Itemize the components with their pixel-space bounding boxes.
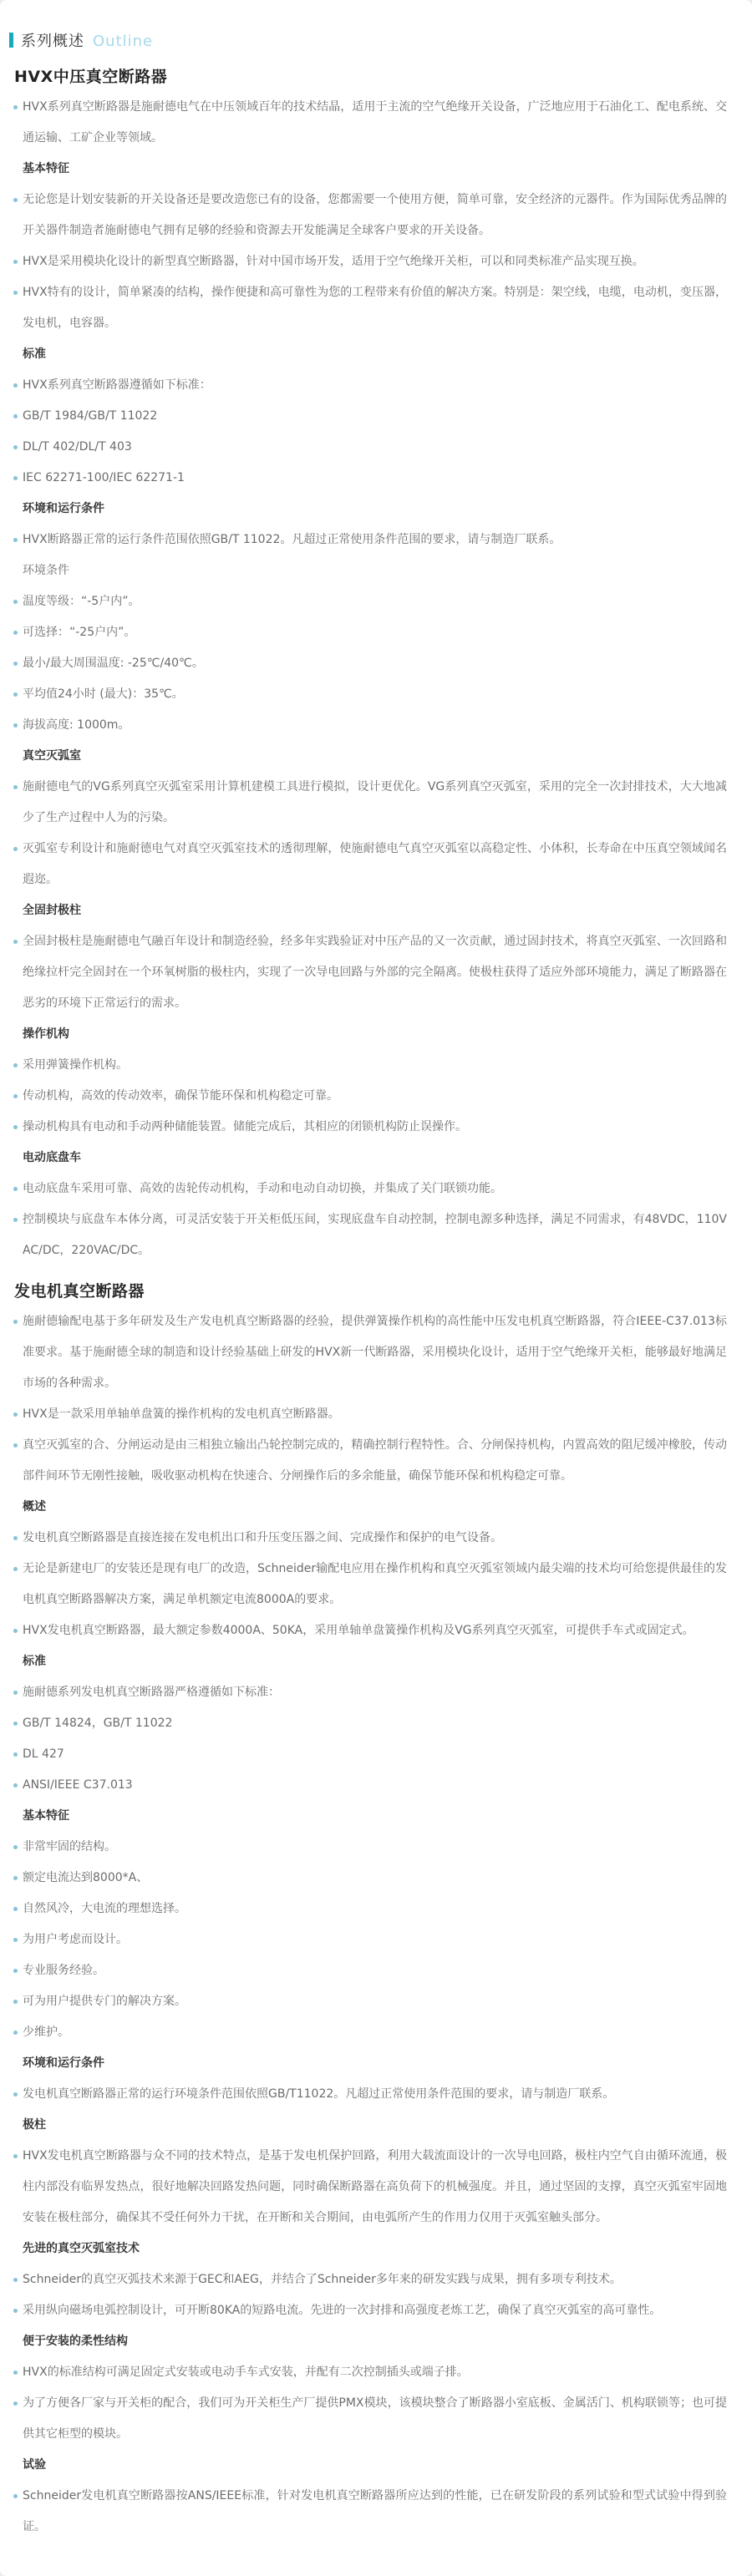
block-text: 采用弹簧操作机构。: [23, 1058, 128, 1072]
bullet-item: [23, 1306, 727, 1399]
block-text: 无论是新建电厂的安装还是现有电厂的改造，Schneider输配电应用在操作机构和真空灭弧室领域内最尖端的技术均可给您提供最佳的发电机真空断路器解决方案，满足单机额定电流8000A的要求。: [23, 1562, 727, 1606]
block-text: IEC 62271-100/IEC 62271-1: [23, 471, 185, 484]
block-text: 为了方便各厂家与开关柜的配合，我们可为开关柜生产厂提供PMX模块，该模块整合了断路器小室底板、金属活门、机构联锁等；也可提供其它柜型的模块。: [23, 2396, 727, 2441]
section-title: HVX中压真空断路器: [14, 68, 168, 86]
block-text: 无论您是计划安装新的开关设备还是要改造您已有的设备，您都需要一个使用方便，简单可靠，安全经济的元器件。作为国际优秀品牌的开关器件制造者施耐德电气拥有足够的经验和资源去开发能满足全球客户要求的开关设备。: [23, 193, 727, 237]
bullet-dot-icon: [13, 1845, 18, 1849]
bullet-dot-icon: [13, 1536, 18, 1540]
bullet-dot-icon: [13, 2154, 18, 2158]
block-text: 基本特征: [23, 162, 69, 175]
bullet-item: [23, 834, 727, 895]
block-text: GB/T 14824，GB/T 11022: [23, 1716, 173, 1730]
bullet-dot-icon: [13, 291, 18, 295]
bullet-dot-icon: [13, 1412, 18, 1417]
block-text: 全固封极柱: [23, 904, 81, 917]
bullet-item: [23, 1050, 727, 1081]
block-text: 控制模块与底盘车本体分离，可灵活安装于开关柜低压间，实现底盘车自动控制，控制电源多种选择，满足不同需求，有48VDC，110V AC/DC，220VAC/DC。: [23, 1213, 727, 1257]
bullet-item: [23, 2481, 727, 2543]
block-text: 先进的真空灭弧室技术: [23, 2242, 140, 2255]
block-text: HVX系列真空断路器是施耐德电气在中压领域百年的技术结晶，适用于主流的空气绝缘开关设备，广泛地应用于石油化工、配电系统、交通运输、工矿企业等领域。: [23, 100, 727, 145]
bullet-item: [23, 1112, 727, 1143]
bullet-dot-icon: [13, 1187, 18, 1191]
series-header: [9, 32, 752, 52]
block-text: 基本特征: [23, 1809, 69, 1823]
bullet-item: [23, 2017, 727, 2048]
sub-heading: [23, 2450, 727, 2481]
bullet-item: [23, 2295, 727, 2326]
bullet-dot-icon: [13, 414, 18, 418]
block-text: Schneider的真空灭弧技术来源于GEC和AEG，并结合了Schneider多年来的研发实践与成果，拥有多项专利技术。: [23, 2273, 622, 2286]
block-text: HVX发电机真空断路器与众不同的技术特点，是基于发电机保护回路，利用大载流面设计的一次导电回路，极柱内空气自由循环流通，极柱内部没有临界发热点，很好地解决回路发热问题，同时确保断路器在高负荷下的机械强度。并且，通过坚固的支撑，真空灭弧室牢固地安装在极柱部分，确保其不受任何外力干扰，在开断和关合期间，由电弧所产生的作用力仅用于灭弧室触头部分。: [23, 2149, 727, 2224]
block-text: ANSI/IEEE C37.013: [23, 1778, 133, 1792]
bullet-item: [23, 1081, 727, 1112]
bullet-dot-icon: [13, 383, 18, 388]
block-text: 采用纵向磁场电弧控制设计，可开断80KA的短路电流。先进的一次封排和高强度老炼工艺，确保了真空灭弧室的高可靠性。: [23, 2304, 662, 2317]
bullet-item: [23, 1739, 727, 1770]
sub-heading: [23, 895, 727, 926]
block-text: HVX是采用模块化设计的新型真空断路器，针对中国市场开发，适用于空气绝缘开关柜，可以和同类标准产品实现互换。: [23, 255, 644, 268]
block-text: 传动机构，高效的传动效率，确保节能环保和机构稳定可靠。: [23, 1089, 338, 1103]
block-text: 操作机构: [23, 1027, 69, 1041]
block-text: 发电机真空断路器是直接连接在发电机出口和升压变压器之间、完成操作和保护的电气设备。: [23, 1531, 502, 1544]
block-text: HVX系列真空断路器遵循如下标准：: [23, 378, 211, 392]
bullet-item: [23, 1523, 727, 1554]
bullet-item: [23, 1955, 727, 1986]
block-text: 非常牢固的结构。: [23, 1840, 116, 1853]
block-text: 操动机构具有电动和手动两种储能装置。储能完成后，其相应的闭锁机构防止误操作。: [23, 1120, 467, 1133]
bullet-dot-icon: [13, 1783, 18, 1787]
bullet-dot-icon: [13, 1938, 18, 1942]
sub-heading: [23, 1143, 727, 1174]
bullet-dot-icon: [13, 2309, 18, 2313]
block-text: 环境和运行条件: [23, 2056, 104, 2070]
bullet-item: [23, 1204, 727, 1266]
bullet-dot-icon: [13, 198, 18, 202]
bullet-item: [23, 185, 727, 246]
bullet-dot-icon: [13, 1722, 18, 1726]
sub-heading: [23, 494, 727, 525]
bullet-item: [23, 586, 727, 617]
block-text: HVX特有的设计，简单紧凑的结构，操作便捷和高可靠性为您的工程带来有价值的解决方案。特别是：架空线，电缆，电动机，变压器，发电机，电容器。: [23, 286, 727, 330]
bullet-dot-icon: [13, 260, 18, 264]
sub-heading: [23, 1646, 727, 1677]
header-accent-bar-icon: [9, 33, 13, 48]
block-text: HVX断路器正常的运行条件范围依照GB/T 11022。凡超过正常使用条件范围的要求，请与制造厂联系。: [23, 533, 561, 546]
plain-text: [23, 555, 727, 586]
bullet-item: [23, 92, 727, 154]
bullet-dot-icon: [13, 1125, 18, 1129]
header-title-en: Outline: [93, 33, 154, 50]
bullet-item: [23, 463, 727, 494]
bullet-dot-icon: [13, 1063, 18, 1067]
block-text: 概述: [23, 1500, 46, 1514]
bullet-dot-icon: [13, 1094, 18, 1098]
sub-heading: [23, 2234, 727, 2264]
block-text: 电动底盘车采用可靠、高效的齿轮传动机构，手动和电动自动切换，并集成了关门联锁功能。: [23, 1182, 502, 1195]
bullet-dot-icon: [13, 476, 18, 480]
block-text: 试验: [23, 2458, 46, 2472]
block-text: 平均值24小时 (最大)：35℃。: [23, 687, 184, 701]
sub-heading: [23, 2326, 727, 2357]
block-text: 真空灭弧室: [23, 749, 81, 763]
bullet-dot-icon: [13, 1567, 18, 1571]
bullet-dot-icon: [13, 662, 18, 666]
block-text: 可选择：“-25户内”。: [23, 626, 136, 639]
block-text: 施耐德电气的VG系列真空灭弧室采用计算机建模工具进行模拟，设计更优化。VG系列真空灭弧室，采用的完全一次封排技术，大大地减少了生产过程中人为的污染。: [23, 780, 727, 824]
bullet-dot-icon: [13, 1691, 18, 1695]
block-text: HVX是一款采用单轴单盘簧的操作机构的发电机真空断路器。: [23, 1407, 340, 1421]
bullet-dot-icon: [13, 1320, 18, 1324]
block-text: HVX的标准结构可满足固定式安装或电动手车式安装，并配有二次控制插头或端子排。: [23, 2366, 469, 2379]
block-text: 温度等级：“-5户内”。: [23, 595, 140, 608]
bullet-dot-icon: [13, 847, 18, 851]
bullet-item: [23, 1554, 727, 1615]
bullet-dot-icon: [13, 600, 18, 604]
bullet-item: [23, 2388, 727, 2450]
bullet-item: [23, 648, 727, 679]
block-text: 灭弧室专利设计和施耐德电气对真空灭弧室技术的透彻理解，使施耐德电气真空灭弧室以高稳定性、小体积，长寿命在中压真空领域闻名遐迩。: [23, 842, 727, 886]
bullet-dot-icon: [13, 2278, 18, 2282]
bullet-item: [23, 1894, 727, 1924]
bullet-dot-icon: [13, 2371, 18, 2375]
block-text: 施耐德系列发电机真空断路器严格遵循如下标准：: [23, 1686, 280, 1699]
bullet-item: [23, 1708, 727, 1739]
bullet-item: [23, 772, 727, 834]
bullet-item: [23, 2264, 727, 2295]
sub-heading: [23, 339, 727, 370]
bullet-dot-icon: [13, 940, 18, 944]
header-title-zh: 系列概述: [21, 33, 84, 50]
bullet-dot-icon: [13, 692, 18, 697]
section-title: 发电机真空断路器: [14, 1282, 145, 1301]
block-text: 全固封极柱是施耐德电气融百年设计和制造经验，经多年实践验证对中压产品的又一次贡献，通过固封技术，将真空灭弧室、一次回路和绝缘拉杆完全固封在一个环氧树脂的极柱内，实现了一次导电回路与外部的完全隔离。使极柱获得了适应外部环境能力，满足了断路器在恶劣的环境下正常运行的需求。: [23, 935, 727, 1010]
block-text: 真空灭弧室的合、分闸运动是由三相独立输出凸轮控制完成的，精确控制行程特性。合、分闸保持机构，内置高效的阻尼缓冲橡胶，传动部件间环节无刚性接触，吸收驱动机构在快速合、分闸操作后的多余能量，确保节能环保和机构稳定可靠。: [23, 1438, 727, 1483]
bullet-item: [23, 2357, 727, 2388]
bullet-dot-icon: [13, 2092, 18, 2097]
bullet-dot-icon: [13, 538, 18, 542]
bullet-item: [23, 2141, 727, 2234]
bullet-item: [23, 246, 727, 277]
bullet-item: [23, 1430, 727, 1492]
bullet-dot-icon: [13, 105, 18, 109]
sub-heading: [23, 1801, 727, 1832]
bullet-item: [23, 1677, 727, 1708]
bullet-item: [23, 432, 727, 463]
bullet-dot-icon: [13, 2000, 18, 2004]
bullet-item: [23, 1770, 727, 1801]
block-text: 最小/最大周围温度: -25℃/40℃。: [23, 657, 204, 670]
bullet-dot-icon: [13, 631, 18, 635]
bullet-item: [23, 679, 727, 710]
block-text: 可为用户提供专门的解决方案。: [23, 1995, 186, 2008]
block-text: 环境条件: [23, 564, 69, 577]
block-text: 发电机真空断路器正常的运行环境条件范围依照GB/T11022。凡超过正常使用条件范围的要求，请与制造厂联系。: [23, 2087, 615, 2101]
bullet-item: [23, 617, 727, 648]
bullet-dot-icon: [13, 1218, 18, 1222]
bullet-dot-icon: [13, 2494, 18, 2498]
sub-heading: [23, 1019, 727, 1050]
bullet-dot-icon: [13, 1629, 18, 1633]
bullet-item: [23, 1399, 727, 1430]
bullet-dot-icon: [13, 1752, 18, 1757]
bullet-dot-icon: [13, 723, 18, 728]
bullet-dot-icon: [13, 1876, 18, 1880]
bullet-item: [23, 401, 727, 432]
block-text: 额定电流达到8000*A、: [23, 1871, 149, 1884]
document-content: [0, 65, 752, 2543]
bullet-item: [23, 926, 727, 1019]
bullet-item: [23, 370, 727, 401]
bullet-item: [23, 710, 727, 741]
bullet-item: [23, 2079, 727, 2110]
bullet-item: [23, 1615, 727, 1646]
block-text: 自然风冷，大电流的理想选择。: [23, 1902, 186, 1915]
block-text: 海拔高度: 1000m。: [23, 718, 130, 732]
block-text: 施耐德输配电基于多年研发及生产发电机真空断路器的经验，提供弹簧操作机构的高性能中压发电机真空断路器，符合IEEE-C37.013标准要求。基于施耐德全球的制造和设计经验基础上研发的HVX新一代断路器，采用模块化设计，适用于空气绝缘开关柜，能够最好地满足市场的各种需求。: [23, 1315, 727, 1390]
block-text: 极柱: [23, 2118, 46, 2132]
bullet-dot-icon: [13, 1969, 18, 1973]
sub-heading: [23, 741, 727, 772]
block-text: Schneider发电机真空断路器按ANS/IEEE标准，针对发电机真空断路器所应达到的性能，已在研发阶段的系列试验和型式试验中得到验证。: [23, 2489, 727, 2533]
block-text: GB/T 1984/GB/T 11022: [23, 409, 158, 423]
block-text: 标准: [23, 347, 46, 361]
sub-heading: [23, 2048, 727, 2079]
bullet-item: [23, 1832, 727, 1863]
bullet-dot-icon: [13, 2031, 18, 2035]
block-text: 环境和运行条件: [23, 502, 104, 515]
block-text: DL 427: [23, 1747, 64, 1761]
block-text: 专业服务经验。: [23, 1964, 104, 1977]
block-text: DL/T 402/DL/T 403: [23, 440, 132, 454]
sub-heading: [23, 1492, 727, 1523]
sub-heading: [23, 2110, 727, 2141]
bullet-item: [23, 1924, 727, 1955]
bullet-item: [23, 1863, 727, 1894]
block-text: HVX发电机真空断路器，最大额定参数4000A、50KA，采用单轴单盘簧操作机构及VG系列真空灭弧室，可提供手车式或固定式。: [23, 1624, 694, 1637]
bullet-item: [23, 1986, 727, 2017]
sub-heading: [23, 154, 727, 185]
block-text: 为用户考虑而设计。: [23, 1933, 128, 1946]
block-text: 标准: [23, 1655, 46, 1668]
bullet-dot-icon: [13, 445, 18, 449]
block-text: 少维护。: [23, 2026, 69, 2039]
bullet-item: [23, 1174, 727, 1204]
bullet-dot-icon: [13, 1907, 18, 1911]
block-text: 电动底盘车: [23, 1151, 81, 1164]
block-text: 便于安装的柔性结构: [23, 2335, 128, 2348]
bullet-item: [23, 525, 727, 555]
bullet-dot-icon: [13, 785, 18, 789]
bullet-dot-icon: [13, 2401, 18, 2406]
bullet-item: [23, 277, 727, 339]
bullet-dot-icon: [13, 1443, 18, 1448]
